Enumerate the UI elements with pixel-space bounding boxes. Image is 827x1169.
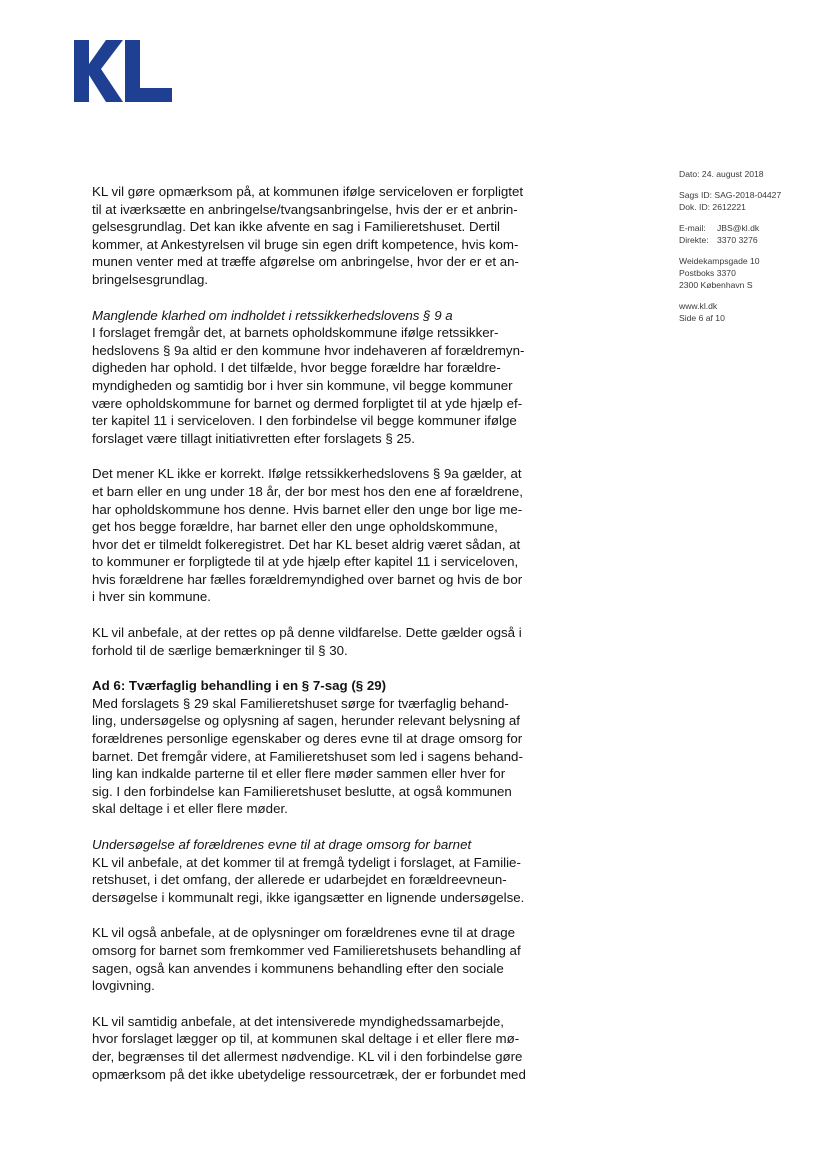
text-line: KL vil gøre opmærksom på, at kommunen ifølge serviceloven er forpligtet (92, 184, 524, 199)
web-page-group (679, 300, 819, 324)
text-line: dersøgelse i kommunalt regi, ikke igangsætter en lignende undersøgelse. (92, 889, 525, 905)
text-line: hvor forslaget lægger op til, at kommunen skal deltage i et eller flere mø- (92, 1031, 520, 1047)
text-line: omsorg for barnet som fremkommer ved Familieretshusets behandling af (92, 942, 521, 958)
text-line: lovgivning. (92, 978, 155, 994)
paragraph (92, 854, 572, 907)
contact-group (679, 222, 819, 246)
text-line: et barn eller en ung under 18 år, der bor mest hos den ene af forældrene, (92, 483, 523, 499)
email-label: E-mail: (679, 223, 706, 233)
text-line: skal deltage i et eller flere møder. (92, 801, 288, 817)
date-line: Dato: 24. august 2018 (679, 169, 764, 179)
text-line: munen venter med at træffe afgørelse om anbringelse, hvor der er et an- (92, 254, 519, 270)
page-number: Side 6 af 10 (679, 313, 725, 323)
text-line: ling, undersøgelse og oplysning af sagen, herunder relevant belysning af (92, 713, 520, 729)
paragraph (92, 624, 572, 659)
text-line: i hver sin kommune. (92, 589, 211, 605)
dok-id-line: Dok. ID: 2612221 (679, 202, 746, 212)
direkte-label: Direkte: (679, 235, 709, 245)
text-line: bringelsesgrundlag. (92, 271, 209, 287)
text-line: retshuset, i det omfang, der allerede er udarbejdet en forældreevneun- (92, 872, 507, 888)
address-line: Weidekampsgade 10 (679, 256, 760, 266)
text-line: I forslaget fremgår det, at barnets opholdskommune ifølge retssikker- (92, 325, 499, 341)
direkte-value: 3370 3276 (717, 235, 758, 245)
date-group (679, 168, 819, 180)
paragraph (92, 465, 572, 606)
text-line: hedslovens § 9a altid er den kommune hvor indehaveren af forældremyn- (92, 342, 525, 358)
text-line: to kommuner er forpligtede til at yde hjælp efter kapitel 11 i serviceloven, (92, 554, 519, 570)
text-line: digheden har ophold. I det tilfælde, hvor begge forældre har forældre- (92, 360, 501, 376)
subsection-foraeldreevne (92, 836, 572, 906)
letter-body (92, 183, 572, 1101)
section-ad-6 (92, 677, 572, 818)
email-value: JBS@kl.dk (717, 223, 760, 233)
address-group (679, 255, 819, 291)
text-line: kommer, at Ankestyrelsen vil bruge sin egen drift kompetence, hvis kom- (92, 236, 519, 252)
text-line: Det mener KL ikke er korrekt. Ifølge retssikkerhedslovens § 9a gælder, at (92, 466, 522, 482)
paragraph (92, 1013, 572, 1083)
subsection-heading: Manglende klarhed om indholdet i retssikkerhedslovens § 9 a (92, 307, 453, 323)
text-line: hvor det er tilmeldt folkeregistret. Det har KL beset aldrig været sådan, at (92, 536, 521, 552)
text-line: forslaget være tillagt initiativretten efter forslagets § 25. (92, 430, 415, 446)
address-line: Postboks 3370 (679, 268, 736, 278)
text-line: get hos begge forældre, har barnet eller den unge opholdskommune, (92, 519, 498, 535)
text-line: KL vil anbefale, at der rettes op på denne vildfarelse. Dette gælder også i (92, 625, 522, 641)
text-line: har opholdskommune hos denne. Hvis barnet eller den unge bor lige me- (92, 501, 523, 517)
text-line: KL vil samtidig anbefale, at det intensiverede myndighedssamarbejde, (92, 1013, 504, 1029)
paragraph (92, 183, 572, 289)
kl-logo (74, 40, 172, 102)
subsection-opholdskommune (92, 307, 572, 448)
text-line: Med forslagets § 29 skal Familieretshuset sørge for tværfaglig behand- (92, 695, 509, 711)
text-line: der, begrænses til det allermest nødvendige. KL vil i den forbindelse gøre (92, 1048, 523, 1064)
kl-logo-mark (74, 40, 172, 102)
text-line: ling kan indkalde parterne til et eller flere møder sammen eller hver for (92, 766, 506, 782)
text-line: KL vil også anbefale, at de oplysninger om forældrenes evne til at drage (92, 925, 516, 941)
text-line: myndigheden og samtidig bor i hver sin kommune, vil begge kommuner (92, 377, 513, 393)
text-line: opmærksom på det ikke ubetydelige ressourcetræk, der er forbundet med (92, 1066, 526, 1082)
address-line: 2300 København S (679, 280, 753, 290)
subsection-heading: Undersøgelse af forældrenes evne til at drage omsorg for barnet (92, 837, 472, 852)
section-heading: Ad 6: Tværfaglig behandling i en § 7-sag (§ 29) (92, 678, 387, 694)
text-line: være opholdskommune for barnet og dermed forpligtet til at yde hjælp ef- (92, 395, 523, 411)
text-line: forhold til de særlige bemærkninger til § 30. (92, 642, 348, 658)
text-line: ter kapitel 11 i serviceloven. I den forbindelse vil begge kommuner ifølge (92, 413, 517, 429)
text-line: barnet. Det fremgår videre, at Familieretshuset som led i sagens behand- (92, 748, 523, 764)
text-line: hvis forældrene har fælles forældremyndighed over barnet og hvis de bor (92, 571, 523, 587)
text-line: gelsesgrundlag. Det kan ikke afvente en sag i Familieretshuset. Dertil (92, 219, 500, 235)
case-ids-group (679, 189, 819, 213)
email-line (679, 222, 819, 234)
paragraph (92, 924, 572, 994)
sags-id-line: Sags ID: SAG-2018-04427 (679, 190, 782, 200)
website-line: www.kl.dk (679, 301, 718, 311)
text-line: sig. I den forbindelse kan Familieretshuset beslutte, at også kommunen (92, 783, 512, 799)
paragraph (92, 324, 572, 447)
text-line: til at iværksætte en anbringelse/tvangsanbringelse, hvis der er et anbrin- (92, 201, 518, 217)
paragraph (92, 695, 572, 818)
text-line: KL vil anbefale, at det kommer til at fremgå tydeligt i forslaget, at Familie- (92, 854, 521, 870)
letter-meta-sidebar (679, 168, 819, 333)
text-line: sagen, også kan anvendes i kommunens behandling efter den sociale (92, 960, 504, 976)
text-line: forældrenes personlige egenskaber og deres evne til at drage omsorg for (92, 731, 523, 747)
direkte-line (679, 234, 819, 246)
